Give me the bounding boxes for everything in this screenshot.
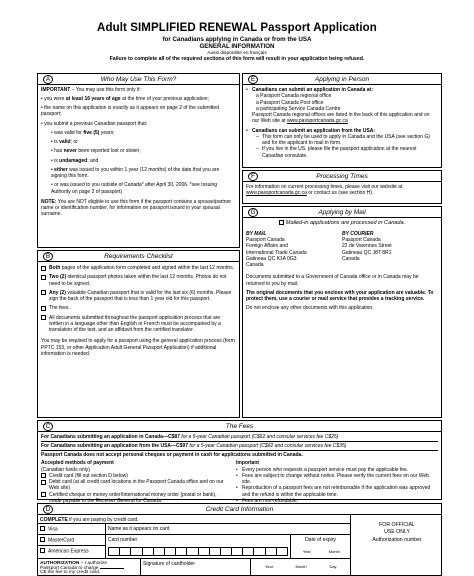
payment-method: Debit card (at all credit card locations in the Passport Canada office and on our Web site) [41, 479, 230, 492]
mail-note: Mailed-in applications are processed in Canada. [246, 220, 438, 227]
by-mail-heading: BY MAIL [246, 230, 267, 237]
signature-field[interactable]: Signature of cardholder [141, 559, 251, 576]
courier-address [342, 231, 438, 269]
eligibility-item: • the name on this application is exactly as it appears on page 2 of the submitted passport; [41, 105, 219, 118]
in-person-intro: • Canadians can submit an application in Canada at: [246, 87, 373, 93]
fee-canada: For Canadians submitting an application in Canada—C$87 for a 5-year Canadian passport (C$62 and consular services fee C$25) [41, 433, 339, 440]
address-line: Foreign Affairs and [246, 243, 288, 250]
section-letter-e: E [248, 75, 258, 84]
section-letter-d: D [43, 505, 53, 514]
amex-checkbox[interactable] [40, 548, 45, 553]
by-courier-heading: BY COURIER [342, 230, 374, 237]
address-line: Canada [342, 255, 360, 262]
eligibility-list [41, 96, 236, 195]
payment-methods-heading: Accepted methods of payment [41, 460, 114, 467]
section-c-fees [37, 420, 442, 504]
section-letter-g: G [248, 208, 258, 217]
checklist-item: Both pages of the application form completed and signed within the last 12 months. [41, 265, 236, 271]
location-item: a Passport Canada regional office [256, 93, 332, 100]
important-item: • Reproduction of a passport fees are not reimbursable if the application was approved and the refund is within the applicable time. [236, 485, 431, 498]
cardholder-name-field[interactable]: Name as it appears on card [106, 524, 351, 535]
section-d-credit-card [37, 503, 442, 576]
important-notes [236, 460, 438, 504]
french-availability: Aussi disponible en français [207, 50, 267, 56]
condition-item: • was valid for five (5) years; [51, 129, 115, 136]
checklist-checkbox[interactable] [41, 306, 46, 311]
refusal-warning: Failure to complete all of the required sections of this form will result in your application being refused. [109, 56, 365, 63]
auth-amount-field[interactable] [100, 568, 124, 569]
address-line: Canada [246, 262, 264, 269]
official-use-box: FOR OFFICIAL USE ONLY Authorization number [372, 522, 422, 543]
checklist-item: The fees. [41, 305, 236, 311]
location-item: a Passport Canada Post office [256, 99, 324, 106]
form-subtitle: for Canadians applying in Canada or from the USA [162, 35, 312, 43]
authorization-statement: AUTHORIZATION – I authorize Passport Canada to charge C$ the fee to my credit card. [38, 559, 141, 576]
card-type-mastercard[interactable]: MasterCard [38, 535, 106, 546]
signature-date-field[interactable]: Year Month Day [264, 563, 337, 569]
condition-item: • or was issued to you outside of Canada* after April 30, 2006. *see Issuing Authority on page 2 of passport) [51, 182, 218, 195]
checklist-item: All documents submitted throughout the passport application process that are written in a language other than English or French must be accompanied by a translation of the text, and an affidavit from the certified translator. [41, 315, 236, 334]
checklist-checkbox[interactable] [41, 290, 46, 295]
website-link[interactable]: www.passportcanada.gc.ca [246, 190, 307, 197]
condition-item: • is undamaged; and [51, 157, 99, 164]
payment-checkbox[interactable] [41, 473, 46, 478]
fee-cash-notice: Passport Canada does not accept personal cheques or payment in cash for applications submitted in Canada. [41, 452, 303, 458]
address-line: 22 de Varennes Street [342, 243, 392, 250]
condition-item: • either was issued to you within 1 year (12 months) of the date that you are signing this form. [51, 166, 220, 179]
general-information-heading: GENERAL INFORMATION [199, 43, 275, 51]
condition-item: • is valid; or [51, 139, 78, 145]
important-label: IMPORTANT [41, 86, 71, 93]
usa-item: – If you live in the US, please file the passport application at the nearest Canadian consulate. [256, 146, 417, 159]
mail-paragraph-bold: The original documents that you enclose with your application are valuable. To protect them, use a courier or mail service that provides a tracking service. [246, 289, 434, 303]
payment-checkbox[interactable] [41, 480, 46, 485]
mastercard-checkbox[interactable] [40, 537, 45, 542]
checklist-item: Any (2) valuable Canadian passport that is valid for the last six (6) months. Please sign the back of the passport that is less than 1 year old for this passport. [41, 290, 236, 303]
website-link[interactable]: www.passportcanada.gc.ca [286, 118, 348, 125]
card-type-visa[interactable]: Visa [38, 524, 106, 535]
section-e-heading: Applying in Person [314, 75, 370, 83]
address-line: International Trade Canada [246, 249, 307, 256]
checklist-item: Two (2) identical passport photos taken within the last 12 months. Photos do not need to be signed. [41, 274, 236, 287]
payment-methods: Accepted methods of payment (Canadian funds only) Credit card (fill out section D below) Debit card (at all credit card locations in the Passport Canada office and on our Web site) Certified cheque or money order/International money order (postal or bank), made payable to the Receiver General for Canada. [41, 460, 236, 504]
checklist-checkbox[interactable] [41, 266, 46, 271]
in-person-locations [246, 93, 438, 112]
card-number-boxes [108, 547, 288, 556]
form-title: Adult SIMPLIFIED RENEWAL Passport Application [97, 22, 377, 34]
section-a-note: NOTE: You are NOT eligible to use this form if the passport contains a spouse/partner name or identification number, for information on passport issued in your spousal surname. [41, 198, 232, 218]
visa-checkbox[interactable] [40, 526, 45, 531]
section-letter-a: A [43, 75, 53, 84]
regional-offices-text: Passport Canada regional offices are listed in the back of this application and on our Web site at www.passportcanada.gc.ca [252, 112, 430, 125]
mail-paragraph: Documents submitted to a Government of Canada office or in Canada may be returned to you by mail. [246, 274, 419, 287]
complete-instruction: COMPLETE if you are paying by credit card. [38, 515, 351, 524]
address-line: Passport Canada [342, 237, 381, 244]
address-line: Gatineau QC J8T 8R1 [342, 249, 392, 256]
mail-paragraph: Do not enclose any other documents with this application. [246, 305, 374, 312]
payment-method: Certified cheque or money order/International money order (postal or bank), made payable to the Receiver General for Canada. [41, 492, 230, 505]
usa-item: – This form can only be used to apply in Canada and the USA (see section G) and for the applicant to mail in form. [256, 133, 430, 146]
section-b-checklist [37, 250, 240, 418]
mail-address [246, 231, 342, 269]
checklist-checkbox[interactable] [41, 315, 46, 320]
section-d-heading: Credit Card Information [205, 505, 274, 513]
eligibility-item: • you were at least 16 years of age at the time of your previous application; [41, 95, 209, 102]
important-item: • Fees are non-refundable. [236, 497, 299, 504]
checklist-checkbox[interactable] [41, 275, 46, 280]
section-letter-f: F [248, 172, 258, 181]
card-type-amex[interactable]: American Express [38, 546, 106, 559]
section-f-processing-times [242, 170, 442, 204]
document-header [0, 22, 474, 63]
section-f-heading: Processing Times [316, 172, 368, 180]
payment-checkbox[interactable] [41, 492, 46, 497]
section-a-who-may-use [37, 73, 240, 248]
address-line: Gatineau QC K1A 0G3 [246, 255, 297, 262]
section-b-footer: You may be required to apply for a passport using the general application process (form PPTC 153, or other Application Adult General Passport Application) if additional information is needed. [41, 338, 235, 357]
address-line: Passport Canada [246, 237, 285, 244]
card-number-field[interactable]: Card number [106, 535, 291, 559]
section-b-heading: Requirements Checklist [104, 252, 173, 260]
processing-times-text: For information on current processing times, please visit our website at www.passportcanada.gc.ca or contact us (see section H). [246, 184, 403, 197]
section-letter-b: B [43, 252, 53, 261]
fee-usa: For Canadians submitting an application from the USA—C$97 for a 5-year Canadian passport (C$62 and consular services fee C$35) [41, 442, 347, 449]
location-item: a participating Service Canada Centre [256, 105, 341, 112]
passport-conditions [41, 130, 236, 195]
important-item: • Fees are subject to change without notice. Please verify the current fees on our Web site. [236, 472, 429, 485]
section-letter-c: C [43, 422, 53, 431]
condition-item: • has never been reported lost or stolen; [51, 148, 141, 155]
section-g-applying-by-mail [242, 206, 442, 418]
section-c-heading: The Fees [225, 422, 254, 430]
section-a-heading: Who May Use This Form? [100, 75, 177, 83]
section-g-heading: Applying by Mail [318, 208, 366, 216]
usa-heading: • Canadians can submit an application from the USA: [246, 127, 376, 134]
section-e-applying-in-person [242, 73, 442, 168]
eligibility-item: • you submit a previous Canadian passport that: [41, 120, 148, 127]
intro-text: – You may use this form only if: [70, 86, 141, 93]
important-heading: Important [236, 460, 260, 467]
expiry-date-field[interactable]: Date of expiry Year Month [291, 535, 351, 559]
usa-list [246, 134, 438, 159]
payment-method: Credit card (fill out section D below) [41, 473, 230, 479]
important-item: • Every person who requests a passport service must pay the applicable fee. [236, 466, 409, 473]
